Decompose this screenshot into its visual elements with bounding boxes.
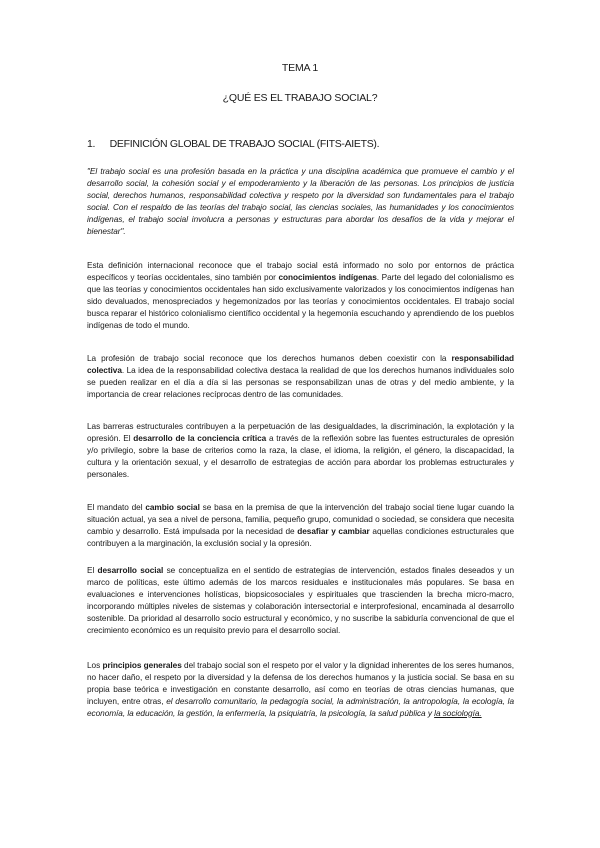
text-run: se conceptualiza en el sentido de estrategias de intervención, estados finales deseados y un marco de políticas, este último además de los marcos residuales e institucionales más populares. Se basa en evaluaciones e intervenciones holísticas, biopsicosociales y espirituales que trascienden la brecha micro-macro, incorporando múltiples niveles de sistemas y colaboración intersectorial e interprofesional, encaminada al desarrollo sostenible. Da prioridad al desarrollo socio estructural y económico, y no suscribe la sabiduría convencional de que el crecimiento económico es un requisito previo para el desarrollo social. [87,566,514,635]
definition-quote-text: "El trabajo social es una profesión basada en la práctica y una disciplina académica que promueve el cambio y el desarrollo social, la cohesión social y el empoderamiento y la liberación de las personas. Los principios de justicia social, derechos humanos, responsabilidad colectiva y respeto por la diversidad son fundamentales para el trabajo social. Con el respaldo de las teorías del trabajo social, las ciencias sociales, las humanidades y los conocimientos indígenas, el trabajo social involucra a personas y estructuras para abordar los desafíos de la vida y mejorar el bienestar". [87,167,514,236]
bold-term: principios generales [102,661,182,670]
italic-disciplines: el desarrollo comunitario, la pedagogía social, la administración, la antropología, la ecología, la economía, la educación, la gestión, la enfermería, la psiquiatría, la psicología, la salud pública y [87,696,514,718]
underlined-sociology: la sociología. [434,708,482,718]
bold-term: desarrollo social [97,566,164,575]
text-run: Los [87,661,103,670]
text-run: El mandato del [87,503,146,512]
bold-term: desafiar y cambiar [297,526,370,536]
paragraph-indigenous-knowledge [87,260,514,331]
paragraph-structural-barriers [87,421,514,481]
page-title: ¿QUÉ ES EL TRABAJO SOCIAL? [222,92,378,104]
bold-term: responsabilidad colectiva [87,354,514,375]
text-run: Las barreras estructurales contribuyen a la perpetuación de las desigualdades, la discriminación, la explotación y la opresión. El [87,422,514,443]
bold-term: desarrollo de la conciencia crítica [133,433,267,443]
text-run: . Parte del legado del colonialismo es que las teorías y conocimientos occidentales han sido exclusivamente valorizados y los conocimientos indígenas han sido devaluados, menospreciados y hegemonizados por las teorías y conocimientos occidentales. El trabajo social busca reparar el histórico colonialismo científico occidental y la hegemonía escuchando y aprendiendo de los pueblos indígenas de todo el mundo. [87,272,514,330]
definition-quote [87,166,514,237]
paragraph-general-principles [87,660,514,720]
text-run: aquellas condiciones estructurales que contribuyen a la marginación, la exclusión social y la opresión. [87,526,514,548]
paragraph-collective-responsibility [87,353,514,401]
bold-term: conocimientos indígenas [278,272,377,282]
text-run: . La idea de la responsabilidad colectiva destaca la realidad de que los derechos humanos individuales solo se pueden realizar en el día a día si las personas se responsabilizan unas de otras y del medio ambiente, y la importancia de crear relaciones recíprocas dentro de las comunidades. [87,365,514,399]
section-title: DEFINICIÓN GLOBAL DE TRABAJO SOCIAL (FITS-AIETS). [109,138,380,150]
text-run: El [87,566,98,575]
topic-heading: TEMA 1 [281,62,319,74]
paragraph-social-change [87,502,514,550]
text-run: Esta definición internacional reconoce que el trabajo social está informado no solo por entornos de práctica específicos y teorías occidentales, sino también por [87,261,514,282]
section-number: 1. [87,138,96,150]
text-run: se basa en la premisa de que la intervención del trabajo social tiene lugar cuando la situación actual, ya sea a nivel de persona, familia, pequeño grupo, comunidad o sociedad, se considera que necesita cambio y desarrollo. Está impulsada por la necesidad de [87,503,514,536]
text-run: a través de la reflexión sobre las fuentes estructurales de opresión y/o privilegio, sobre la base de criterios como la raza, la clase, el idioma, la religión, el género, la discapacidad, la cultura y la orientación sexual, y el desarrollo de estrategias de acción para abordar los problemas estructurales y personales. [87,433,514,479]
text-run: del trabajo social son el respeto por el valor y la dignidad inherentes de los seres humanos, no hacer daño, el respeto por la diversidad y la defensa de los derechos humanos y la justicia social. Se basa en su propia base teórica e investigación en constante desarrollo, así como en teorías de otras ciencias humanas, que incluyen, entre otras, [87,661,514,706]
bold-term: cambio social [145,503,200,512]
section-heading [87,138,379,150]
text-run: La profesión de trabajo social reconoce que los derechos humanos deben coexistir con la [87,354,452,363]
paragraph-social-development [87,565,514,636]
